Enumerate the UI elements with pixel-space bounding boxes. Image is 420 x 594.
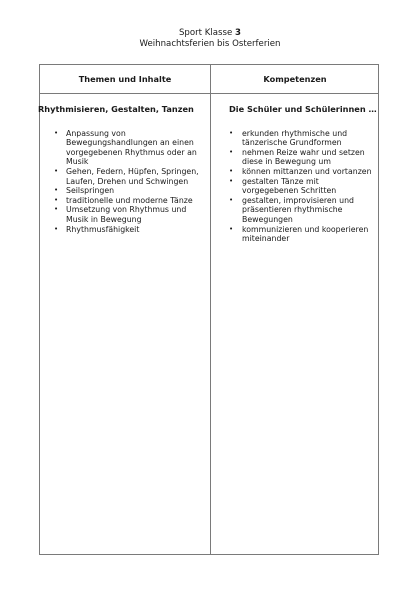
bullet-icon: • [54,195,59,204]
list-item-text: Umsetzung von Rhythmus und Musik in Bewegung [66,205,187,224]
list-item [40,196,210,206]
topics-title: Rhythmisieren, Gestalten, Tanzen [38,104,194,114]
list-item-text: Anpassung von Bewegungshandlungen an einen vorgegebenen Rhythmus oder an Musik [66,128,197,167]
column-heading-competencies: Kompetenzen [263,74,327,84]
list-item-text: Seilspringen [66,186,115,196]
bullet-icon: • [229,195,234,204]
class-line [0,28,420,39]
list-item-text: nehmen Reize wahr und setzen diese in Bewegung um [242,147,365,167]
list-item-text: gestalten, improvisieren und präsentieren rhythmische Bewegungen [242,195,354,224]
list-item-text: traditionelle und moderne Tänze [66,195,193,205]
bullet-icon: • [229,128,234,137]
class-number: 3 [235,28,242,38]
topics-column [40,105,210,234]
competencies-column [211,105,379,244]
list-item-text: gestalten Tänze mit vorgegebenen Schritten [242,176,337,196]
list-item [40,167,210,186]
bullet-icon: • [54,128,59,137]
topics-list [40,129,210,235]
bullet-icon: • [229,166,234,175]
list-item-text: Gehen, Federn, Hüpfen, Springen, Laufen, Drehen und Schwingen [66,166,199,186]
list-item [211,148,379,167]
list-item-text: erkunden rhythmische und tänzerische Grundformen [242,128,348,148]
document-header [0,28,420,50]
list-item-text: kommunizieren und kooperieren miteinander [242,224,369,244]
list-item [40,186,210,196]
class-label: Sport Klasse [178,28,236,38]
bullet-icon: • [54,186,59,195]
bullet-icon: • [54,224,59,233]
curriculum-table [39,64,379,555]
list-item [211,196,379,225]
list-item-text: können mittanzen und vortanzen [242,166,372,176]
list-item [40,205,210,224]
bullet-icon: • [229,224,234,233]
list-item [211,177,379,196]
bullet-icon: • [54,166,59,175]
competencies-title: Die Schüler und Schülerinnen … [229,104,377,114]
period-line: Weihnachtsferien bis Osterferien [139,39,281,49]
column-heading-topics: Themen und Inhalte [78,74,172,84]
list-item [211,167,379,177]
header-separator [40,93,378,94]
list-item [40,129,210,167]
bullet-icon: • [54,205,59,214]
list-item [40,225,210,235]
list-item [211,225,379,244]
list-item-text: Rhythmusfähigkeit [66,224,140,234]
competencies-list [211,129,379,244]
bullet-icon: • [229,176,234,185]
list-item [211,129,379,148]
bullet-icon: • [229,147,234,156]
